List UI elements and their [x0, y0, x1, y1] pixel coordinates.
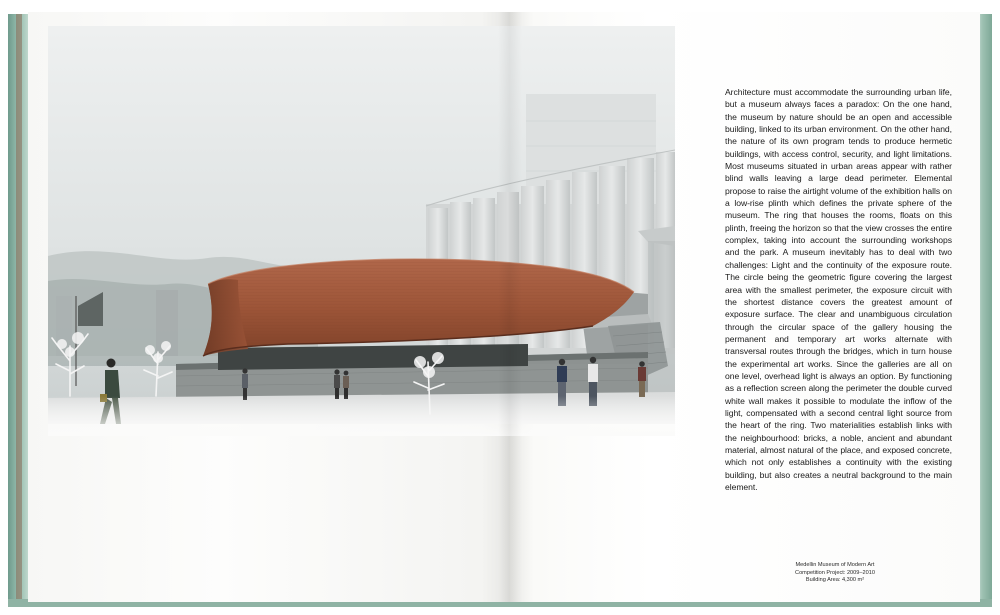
museum-rendering-image	[48, 26, 675, 424]
book-cover-left-edge	[8, 14, 30, 602]
book-gutter-shadow	[498, 12, 522, 602]
caption-building-area: Building Area: 4,300 m²	[805, 577, 865, 584]
project-caption	[760, 562, 910, 585]
article-body-text: Architecture must accommodate the surrounding urban life, but a museum always faces a paradox: On the one hand, the museum by nature should be an open and accessible building, linked to its urban environment. On the other hand, the nature of its own program tends to produce hermetic buildings, with access control, security, and light limitations. Most museums situated in urban areas appear with rather blind walls leaving a large dead perimeter. Elemental propose to raise the airtight volume of the exhibition halls on a low-rise plinth which defines the private sphere of the museum. The ring that houses the rooms, floats on this plinth, freeing the horizon so that the view crosses the entire complex, taking into account the surrounding workshops and the park. A museum inevitably has to deal with two challenges: Light and the continuity of the exposure route. The circle being the geometric figure covering the largest area with the smallest perimeter, the exposure circuit with the shortest distance covers the greatest amount of exposure surface. The clear and unambiguous circulation through the circular space of the gallery housing the permanent and temporary art works alternate with transversal routes through the bridges, which in turn house the experimental art works. Since the galleries are all on one level, overhead light is always an option. By functioning as a reflection screen along the perimeter the double curved white wall makes it possible to modulate the inflow of the light, compensated with a second central light source from the heart of the ring. Two materialities establish links with the neighbourhood: bricks, a noble, ancient and abundant material, almost natural of the place, and exposed concrete, which not only establishes a continuity with the existing building, but also creates a neutral background to the main element.	[725, 87, 952, 492]
caption-competition-date: Competition Project: 2009–2010	[795, 569, 875, 576]
caption-project-name: Medellin Museum of Modern Art	[795, 562, 875, 568]
rendering-ground-fade	[48, 396, 675, 436]
